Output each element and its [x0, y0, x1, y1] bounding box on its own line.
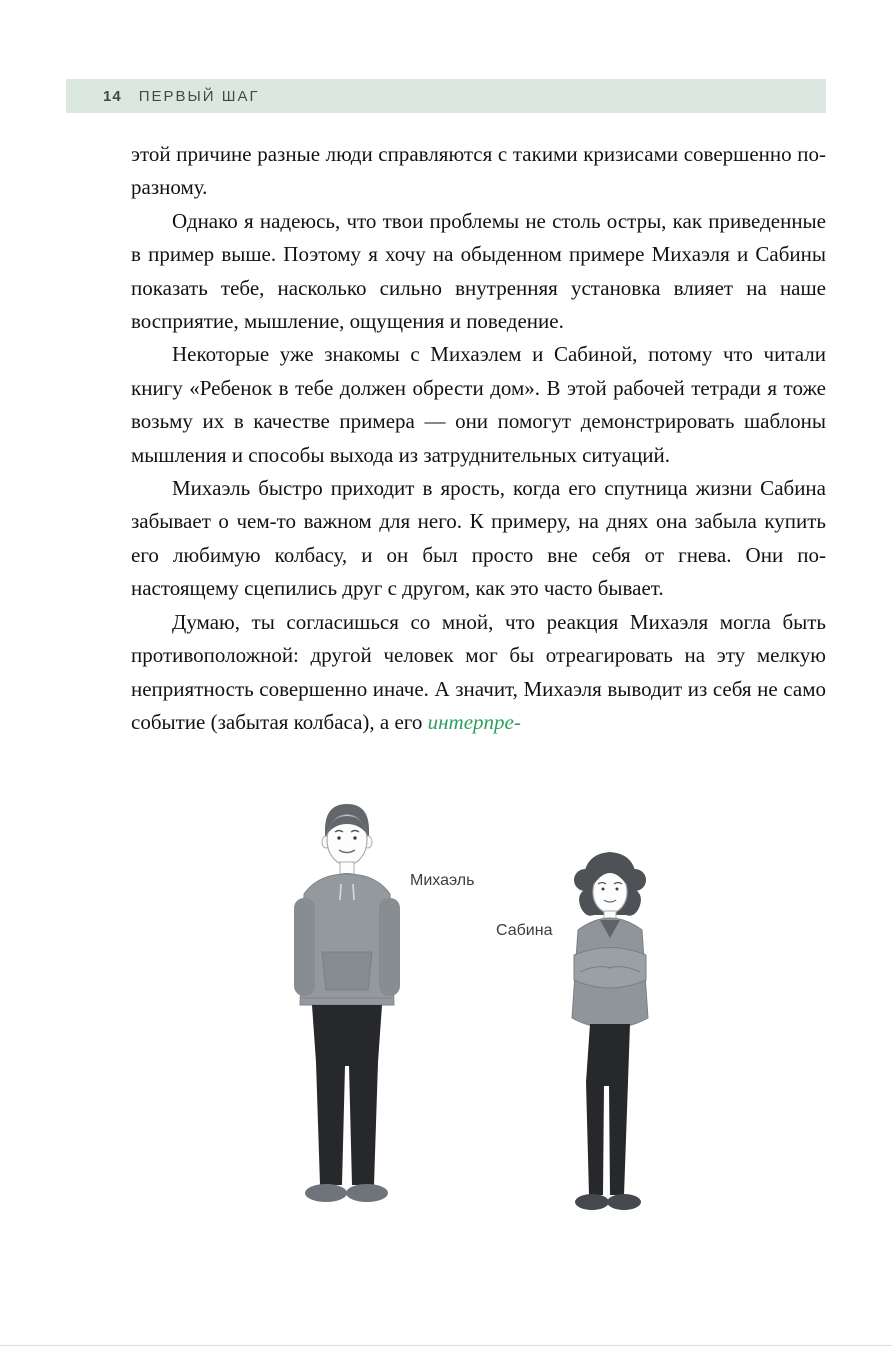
page-bottom-rule — [0, 1345, 892, 1346]
paragraph-1: этой причине разные люди справляются с такими кризисами совершенно по-разному. — [131, 142, 826, 200]
chapter-title: ПЕРВЫЙ ШАГ — [138, 87, 260, 105]
couple-illustration-svg — [240, 800, 700, 1220]
figure-sabina — [572, 852, 648, 1210]
paragraph-3: Некоторые уже знакомы с Михаэлем и Сабиной, потому что читали книгу «Ребенок в тебе должен обрести дом». В этой рабочей тетради я тоже возьму их в качестве примера — они помогут демонстрировать шаблоны мышления и способы выхода из затруднительных ситуаций. — [131, 342, 826, 467]
paragraph-4: Михаэль быстро приходит в ярость, когда его спутница жизни Сабина забывает о чем-то важном для него. К примеру, на днях она забыла купить его любимую колбасу, и он был просто вне себя от гнева. Они по-настоящему сцепились друг с другом, как это часто бывает. — [131, 476, 826, 601]
page-number: 14 — [103, 87, 122, 105]
figure-label-sabina: Сабина — [496, 922, 553, 939]
body-text — [131, 138, 826, 739]
paragraph-2: Однако я надеюсь, что твои проблемы не столь остры, как приведенные в пример выше. Поэтому я хочу на обыденном примере Михаэля и Сабины показать тебе, насколько сильно внутренняя установка влияет на наше восприятие, мышление, ощущения и поведение. — [131, 208, 826, 334]
paragraph-5-text: Думаю, ты согласишься со мной, что реакция Михаэля могла быть противоположной: другой человек мог бы отреагировать на эту мелкую неприятность совершенно иначе. А значит, Михаэля выводит из себя не само событие (забытая колбаса), а его — [131, 609, 826, 734]
figure-label-michael: Михаэль — [410, 872, 475, 889]
figure-michael — [294, 804, 400, 1202]
couple-illustration — [240, 800, 700, 1220]
chapter-header — [66, 79, 826, 113]
paragraph-5 — [131, 606, 826, 740]
highlighted-term: интерпре- — [427, 709, 521, 734]
